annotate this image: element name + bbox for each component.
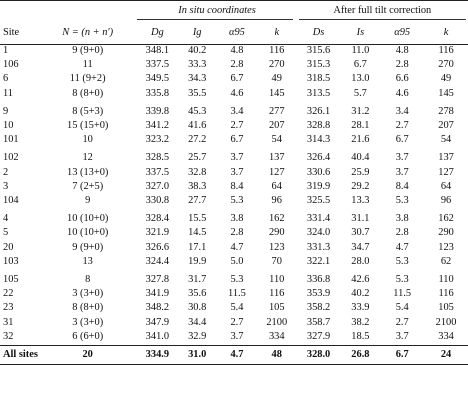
cell-is: 6.7: [353, 59, 367, 71]
cell-k: 105: [268, 302, 285, 314]
cell-is: 30.7: [351, 227, 370, 239]
cell-n: 15 (15+0): [67, 120, 109, 132]
cell-dg: 337.5: [145, 59, 170, 71]
cell-dg: 334.9: [145, 349, 170, 361]
table-row: [0, 269, 468, 287]
cell-ds: 331.3: [306, 241, 331, 253]
cell-a95s: 3.7: [395, 152, 409, 164]
cell-n: 6 (6+0): [72, 330, 104, 342]
cell-n: 11: [82, 59, 93, 71]
cell-is: 21.6: [351, 134, 370, 146]
cell-ig: 19.9: [188, 255, 207, 267]
cell-dg: 326.6: [145, 241, 170, 253]
cell-n: 8 (8+0): [72, 302, 104, 314]
cell-n: 9 (9+0): [72, 241, 104, 253]
cell-a95: 4.7: [230, 241, 244, 253]
cell-k: 48: [271, 349, 282, 361]
cell-ig: 15.5: [188, 213, 207, 225]
cell-k: 270: [268, 59, 285, 71]
table-row: [0, 180, 468, 194]
summary-rule: [0, 345, 468, 346]
cell-ks: 64: [440, 180, 452, 192]
cell-a95: 5.3: [230, 274, 244, 286]
cell-k: 207: [268, 120, 285, 132]
header-rule: [0, 44, 468, 45]
table-row: [0, 58, 468, 72]
cell-is: 33.9: [351, 302, 370, 314]
cell-a95s: 4.7: [395, 241, 409, 253]
cell-ig: 34.4: [188, 316, 207, 328]
cell-site: 10: [3, 120, 14, 132]
cell-ks: 24: [440, 349, 452, 361]
cell-ig: 32.9: [188, 330, 207, 342]
cell-n: 12: [82, 152, 93, 164]
column-header-k: k: [274, 26, 280, 38]
cell-is: 18.5: [351, 330, 370, 342]
cell-ks: 207: [438, 120, 454, 132]
cell-ig: 41.6: [188, 120, 207, 132]
cell-site: 106: [3, 59, 19, 71]
cell-ds: 336.8: [306, 274, 331, 286]
cell-a95: 2.8: [230, 59, 244, 71]
cell-site: 4: [3, 213, 9, 225]
cell-ks: 290: [438, 227, 454, 239]
cell-dg: 348.2: [145, 302, 170, 314]
cell-is: 38.2: [351, 316, 370, 328]
cell-dg: 337.5: [145, 166, 170, 178]
cell-a95s: 2.7: [395, 316, 409, 328]
cell-a95: 5.4: [230, 302, 244, 314]
cell-a95s: 6.7: [395, 349, 409, 361]
column-header-alpha95-tilt: α95: [394, 26, 411, 38]
cell-site: 5: [3, 227, 9, 239]
cell-ds: 328.0: [306, 349, 331, 361]
cell-site: 101: [3, 134, 19, 146]
cell-a95s: 6.7: [395, 134, 409, 146]
table-row: [0, 194, 468, 208]
cell-is: 40.2: [351, 288, 370, 300]
cell-ds: 325.5: [306, 195, 331, 207]
cell-a95s: 2.8: [395, 227, 409, 239]
cell-ds: 318.5: [306, 73, 331, 85]
cell-k: 123: [268, 241, 285, 253]
cell-k: 70: [271, 255, 282, 267]
cell-ks: 278: [438, 105, 454, 117]
cell-a95s: 5.3: [395, 274, 409, 286]
cell-dg: 341.2: [145, 120, 170, 132]
column-header-site: Site: [3, 26, 20, 38]
cell-ds: 314.3: [306, 134, 331, 146]
cell-ks: 123: [438, 241, 454, 253]
cell-site: 6: [3, 73, 9, 85]
cell-dg: 328.5: [145, 152, 170, 164]
cell-ks: 116: [438, 288, 454, 300]
cell-is: 28.0: [351, 255, 370, 267]
cell-dg: 341.0: [145, 330, 170, 342]
cell-ig: 17.1: [188, 241, 207, 253]
cell-site: 32: [3, 330, 14, 342]
cell-a95s: 3.7: [395, 166, 409, 178]
cell-site: 102: [3, 152, 19, 164]
table-row: [0, 119, 468, 133]
cell-site: 3: [3, 180, 9, 192]
cell-n: 9 (9+0): [72, 45, 104, 56]
cell-a95: 3.4: [230, 105, 244, 117]
cell-a95: 5.3: [230, 195, 244, 207]
cell-a95: 4.6: [230, 87, 244, 99]
cell-ig: 25.7: [188, 152, 207, 164]
cell-ds: 326.1: [306, 105, 331, 117]
cell-k: 162: [268, 213, 285, 225]
cell-n: 10 (10+0): [67, 227, 109, 239]
cell-a95: 5.0: [230, 255, 244, 267]
group-header-tilt-corrected: After full tilt correction: [333, 4, 432, 16]
cell-k: 116: [269, 288, 285, 300]
cell-a95: 3.8: [230, 213, 244, 225]
cell-k: 334: [268, 330, 285, 342]
table-row: [0, 44, 468, 58]
cell-dg: 327.8: [145, 274, 170, 286]
cell-ig: 34.3: [188, 73, 207, 85]
cell-a95s: 5.4: [395, 302, 409, 314]
table-row: [0, 166, 468, 180]
cell-ig: 27.2: [188, 134, 207, 146]
cell-dg: 348.1: [145, 45, 170, 56]
cell-ds: 326.4: [306, 152, 331, 164]
column-header-k-tilt: k: [443, 26, 449, 38]
cell-is: 31.2: [351, 105, 370, 117]
cell-a95s: 3.8: [395, 213, 409, 225]
cell-k: 277: [268, 105, 285, 117]
table-row: [0, 226, 468, 240]
cell-site: 31: [3, 316, 14, 328]
cell-dg: 335.8: [145, 87, 170, 99]
cell-k: 96: [271, 195, 282, 207]
cell-ks: 54: [440, 134, 452, 146]
cell-dg: 327.0: [145, 180, 170, 192]
column-header-dg: Dg: [151, 26, 164, 38]
cell-n: 9: [85, 195, 91, 207]
cell-site: 20: [3, 241, 14, 253]
cell-dg: 324.4: [145, 255, 170, 267]
cell-ig: 45.3: [188, 105, 207, 117]
cell-k: 54: [271, 134, 282, 146]
cell-n: 13: [82, 255, 93, 267]
cell-is: 25.9: [351, 166, 370, 178]
cell-a95s: 4.8: [395, 45, 409, 56]
cell-is: 11.0: [351, 45, 370, 56]
cell-a95s: 4.6: [395, 87, 409, 99]
cell-is: 13.0: [351, 73, 370, 85]
cell-a95s: 11.5: [393, 288, 412, 300]
table-row: [0, 208, 468, 226]
cell-ks: 105: [438, 302, 454, 314]
cell-site: 105: [3, 274, 19, 286]
cell-n: 10 (10+0): [67, 213, 109, 225]
column-header-ig: Ig: [192, 26, 202, 38]
cell-ig: 31.0: [188, 349, 207, 361]
cell-is: 40.4: [351, 152, 370, 164]
cell-n: 13 (13+0): [67, 166, 109, 178]
cell-is: 28.1: [351, 120, 370, 132]
cell-n: 8: [85, 274, 91, 286]
cell-k: 137: [268, 152, 285, 164]
cell-ds: 315.6: [306, 45, 331, 56]
cell-ds: 353.9: [306, 288, 331, 300]
cell-ks: 62: [440, 255, 452, 267]
cell-dg: 339.8: [145, 105, 170, 117]
cell-dg: 341.9: [145, 288, 170, 300]
cell-ig: 35.6: [188, 288, 207, 300]
column-header-n: N = (n + n′): [62, 26, 114, 38]
cell-ds: 358.7: [306, 316, 331, 328]
cell-ds: 324.0: [306, 227, 331, 239]
cell-a95s: 3.7: [395, 330, 409, 342]
cell-n: 7 (2+5): [72, 180, 104, 192]
cell-is: 34.7: [351, 241, 370, 253]
cell-is: 29.2: [351, 180, 370, 192]
cell-ig: 38.3: [188, 180, 207, 192]
cell-k: 127: [268, 166, 285, 178]
table-row: [0, 255, 468, 269]
cell-a95: 4.8: [230, 45, 244, 56]
cell-a95: 3.7: [230, 152, 244, 164]
cell-ig: 14.5: [188, 227, 207, 239]
cell-ks: 162: [438, 213, 454, 225]
cell-dg: 349.5: [145, 73, 170, 85]
cell-a95s: 3.4: [395, 105, 409, 117]
cell-a95s: 2.7: [395, 120, 409, 132]
cell-k: 116: [269, 45, 285, 56]
cell-ks: 127: [438, 166, 454, 178]
cell-site: 23: [3, 302, 14, 314]
cell-ks: 334: [438, 330, 454, 342]
column-header-alpha95: α95: [229, 26, 245, 38]
cell-ds: 328.8: [306, 120, 331, 132]
cell-a95s: 5.3: [395, 255, 409, 267]
cell-ig: 30.8: [188, 302, 207, 314]
cell-dg: 330.8: [145, 195, 170, 207]
table-row: [0, 287, 468, 301]
cell-site: 22: [3, 288, 14, 300]
cell-ks: 110: [438, 274, 454, 286]
cell-a95s: 8.4: [395, 180, 409, 192]
cell-is: 26.8: [351, 349, 370, 361]
cell-is: 42.6: [351, 274, 370, 286]
table-body: [0, 44, 468, 363]
cell-a95: 4.7: [230, 349, 244, 361]
cell-ks: 137: [438, 152, 454, 164]
cell-dg: 323.2: [145, 134, 170, 146]
cell-ks: 116: [438, 45, 454, 56]
cell-site: 11: [3, 87, 14, 99]
cell-n: 3 (3+0): [72, 288, 104, 300]
column-header-ds: Ds: [312, 26, 325, 38]
table-row: [0, 87, 468, 101]
group-header-in-situ: In situ coordinates: [178, 4, 256, 16]
cell-n: 3 (3+0): [72, 316, 104, 328]
cell-dg: 347.9: [145, 316, 170, 328]
cell-a95s: 5.3: [395, 195, 409, 207]
cell-n: 20: [82, 349, 93, 361]
cell-site: 2: [3, 166, 9, 178]
cell-is: 5.7: [353, 87, 367, 99]
cell-is: 31.1: [351, 213, 370, 225]
cell-a95: 2.7: [230, 120, 244, 132]
cell-a95s: 2.8: [395, 59, 409, 71]
in-situ-underline: [137, 19, 293, 20]
cell-ks: 270: [438, 59, 454, 71]
cell-n: 10: [82, 134, 93, 146]
cell-ds: 330.6: [306, 166, 331, 178]
table-row: [0, 101, 468, 119]
cell-k: 2100: [266, 316, 288, 328]
cell-dg: 321.9: [145, 227, 170, 239]
cell-ig: 40.2: [188, 45, 207, 56]
cell-ig: 33.3: [188, 59, 207, 71]
cell-a95: 6.7: [230, 73, 244, 85]
cell-n: 8 (8+0): [72, 87, 104, 99]
cell-a95: 3.7: [230, 330, 244, 342]
cell-dg: 328.4: [145, 213, 170, 225]
cell-is: 13.3: [351, 195, 370, 207]
cell-a95: 3.7: [230, 166, 244, 178]
cell-site: 104: [3, 195, 19, 207]
cell-ks: 2100: [435, 316, 457, 328]
cell-a95: 2.8: [230, 227, 244, 239]
cell-k: 49: [271, 73, 282, 85]
cell-ig: 27.7: [188, 195, 207, 207]
table-row: [0, 330, 468, 344]
cell-ds: 319.9: [306, 180, 331, 192]
table-row: [0, 241, 468, 255]
column-header-is: Is: [356, 26, 365, 38]
cell-ks: 49: [440, 73, 452, 85]
cell-ig: 35.5: [188, 87, 207, 99]
cell-ds: 322.1: [306, 255, 331, 267]
cell-k: 64: [271, 180, 282, 192]
cell-ig: 32.8: [188, 166, 207, 178]
cell-site: 1: [3, 45, 9, 56]
cell-n: 8 (5+3): [72, 105, 104, 117]
cell-a95: 8.4: [230, 180, 244, 192]
cell-ds: 327.9: [306, 330, 331, 342]
cell-ig: 31.7: [188, 274, 207, 286]
tilt-underline: [299, 19, 466, 20]
cell-k: 290: [268, 227, 285, 239]
cell-site: All sites: [3, 349, 38, 361]
cell-site: 103: [3, 255, 19, 267]
cell-ds: 358.2: [306, 302, 331, 314]
table-row: [0, 147, 468, 165]
cell-ds: 313.5: [306, 87, 331, 99]
cell-a95: 2.7: [230, 316, 244, 328]
table-row: [0, 301, 468, 315]
cell-ks: 96: [440, 195, 452, 207]
cell-k: 145: [268, 87, 285, 99]
cell-n: 11 (9+2): [69, 73, 106, 85]
cell-ks: 145: [438, 87, 454, 99]
table-row: [0, 72, 468, 86]
summary-row: [0, 344, 468, 363]
bottom-rule: [0, 364, 468, 365]
cell-a95: 11.5: [228, 288, 246, 300]
cell-a95: 6.7: [230, 134, 244, 146]
cell-site: 9: [3, 105, 9, 117]
cell-ds: 315.3: [306, 59, 331, 71]
cell-k: 110: [269, 274, 285, 286]
cell-ds: 331.4: [306, 213, 331, 225]
table-row: [0, 133, 468, 147]
cell-a95s: 6.6: [395, 73, 409, 85]
table-row: [0, 316, 468, 330]
